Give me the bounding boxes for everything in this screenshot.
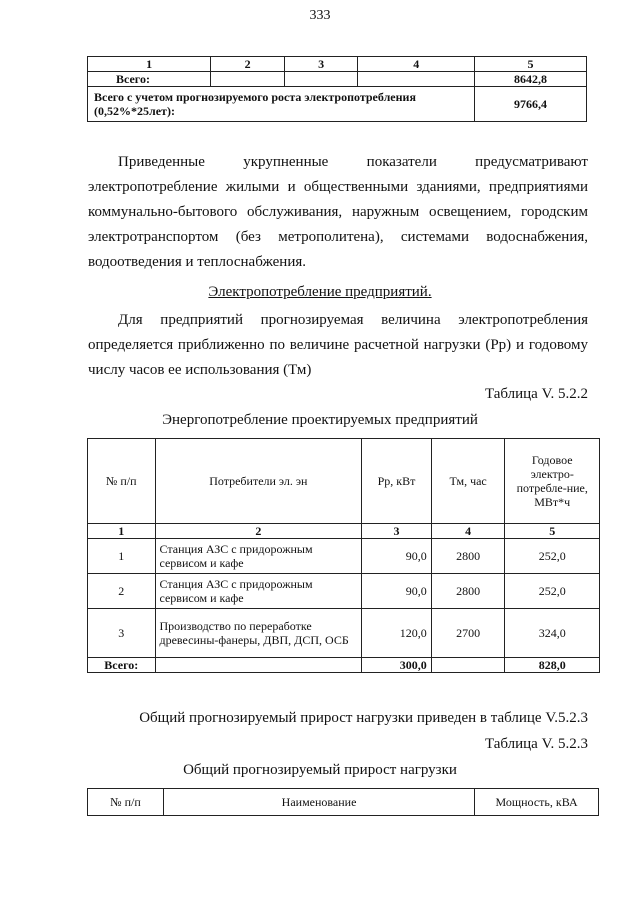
header-annual-energy: Годовое электро-потребле-ние, МВт*ч <box>505 439 600 524</box>
growth-value: 9766,4 <box>474 87 586 122</box>
total-label: Всего: <box>88 72 211 87</box>
table-header-row <box>88 439 600 524</box>
table-header-cell: 2 <box>211 57 285 72</box>
table-title: Энергопотребление проектируемых предприятий <box>162 412 478 428</box>
row-number: 3 <box>88 609 156 658</box>
column-number-row <box>88 524 600 539</box>
table-header-cell: 1 <box>88 57 211 72</box>
table-header-cell: 5 <box>474 57 586 72</box>
column-number: 3 <box>362 524 432 539</box>
column-number: 5 <box>505 524 600 539</box>
consumption-total-table <box>87 56 587 122</box>
energy-value: 252,0 <box>505 574 600 609</box>
column-number: 2 <box>155 524 362 539</box>
row-number: 2 <box>88 574 156 609</box>
table-row <box>88 609 600 658</box>
column-number: 4 <box>431 524 505 539</box>
header-capacity: Мощность, кВА <box>475 789 599 816</box>
enterprise-energy-table <box>87 438 600 673</box>
growth-label: Всего с учетом прогнозируемого роста электропотребления (0,52%*25лет): <box>88 87 475 122</box>
power-value: 120,0 <box>362 609 432 658</box>
table-header-cell: 4 <box>358 57 475 72</box>
header-number: № п/п <box>88 789 164 816</box>
table-header-cell: 3 <box>284 57 358 72</box>
paragraph-load-growth: Общий прогнозируемый прирост нагрузки приведен в таблице V.5.2.3 <box>139 710 588 726</box>
table-row <box>88 87 587 122</box>
header-hours: Тм, час <box>431 439 505 524</box>
consumer-name: Производство по переработке древесины-фанеры, ДВП, ДСП, ОСБ <box>155 609 362 658</box>
total-energy: 828,0 <box>505 658 600 673</box>
total-value: 8642,8 <box>474 72 586 87</box>
empty-cell <box>211 72 285 87</box>
table-caption: Таблица V. 5.2.2 <box>484 386 588 402</box>
empty-cell <box>431 658 505 673</box>
column-number: 1 <box>88 524 156 539</box>
header-consumer: Потребители эл. эн <box>155 439 362 524</box>
table-row <box>88 539 600 574</box>
empty-cell <box>358 72 475 87</box>
load-growth-table <box>87 788 599 816</box>
total-power: 300,0 <box>362 658 432 673</box>
consumer-name: Станция АЗС с придорожным сервисом и кафе <box>155 574 362 609</box>
paragraph-text: Приведенные укрупненные показатели предусматривают электропотребление жилыми и общественными зданиями, предприятиями коммунально-бытового обслуживания, наружным освещением, городским электротранспортом (без метрополитена), системами водоснабжения, водоотведения и теплоснабжения. <box>88 154 588 270</box>
hours-value: 2800 <box>431 539 505 574</box>
table-caption: Таблица V. 5.2.3 <box>484 736 588 752</box>
power-value: 90,0 <box>362 574 432 609</box>
header-number: № п/п <box>88 439 156 524</box>
paragraph-enterprises <box>88 308 588 383</box>
total-label: Всего: <box>88 658 156 673</box>
table-header-row <box>88 789 599 816</box>
section-heading: Электропотребление предприятий. <box>208 284 432 300</box>
power-value: 90,0 <box>362 539 432 574</box>
hours-value: 2800 <box>431 574 505 609</box>
empty-cell <box>284 72 358 87</box>
energy-value: 252,0 <box>505 539 600 574</box>
paragraph-text: Для предприятий прогнозируемая величина электропотребления определяется приближенно по величине расчетной нагрузки (Рр) и годовому числу часов ее использования (Тм) <box>88 312 588 378</box>
empty-cell <box>155 658 362 673</box>
table-row <box>88 574 600 609</box>
paragraph-summary <box>88 150 588 275</box>
table-title: Общий прогнозируемый прирост нагрузки <box>183 762 457 778</box>
header-power: Рр, кВт <box>362 439 432 524</box>
table-header-row <box>88 57 587 72</box>
row-number: 1 <box>88 539 156 574</box>
header-name: Наименование <box>163 789 474 816</box>
energy-value: 324,0 <box>505 609 600 658</box>
total-row <box>88 658 600 673</box>
page-number: 333 <box>309 8 331 23</box>
table-row <box>88 72 587 87</box>
consumer-name: Станция АЗС с придорожным сервисом и кафе <box>155 539 362 574</box>
hours-value: 2700 <box>431 609 505 658</box>
